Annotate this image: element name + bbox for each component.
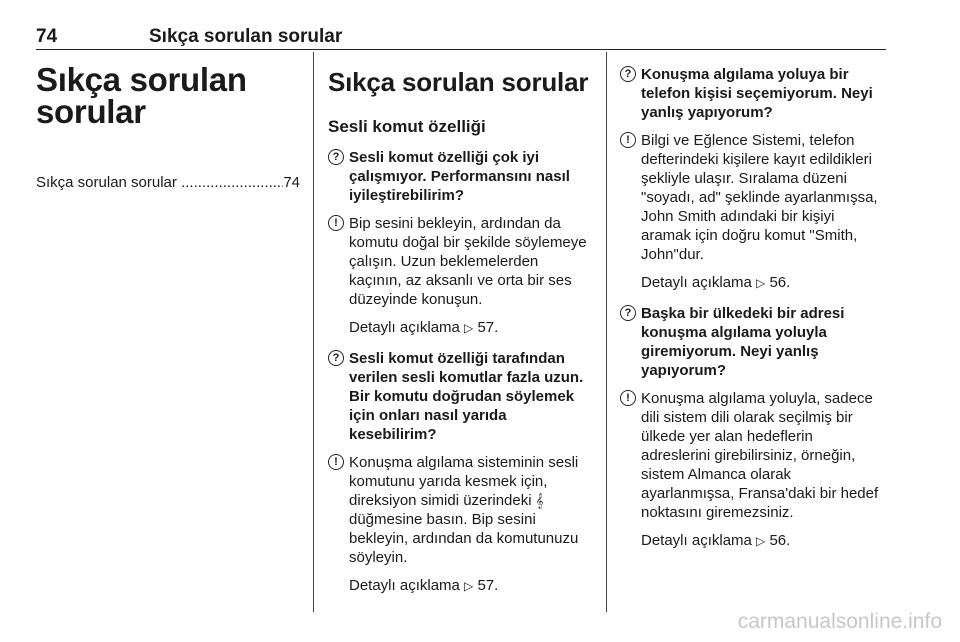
exclamation-icon: ! bbox=[620, 132, 636, 148]
faq-question: ? Sesli komut özelliği tarafından verilen sesli komutlar fazla uzun. Bir komutu doğrudan söylemek için onları nasıl yarıda kesebilirim? bbox=[328, 349, 592, 444]
faq-answer: ! Konuşma algılama yoluyla, sadece dili sistem dili olarak seçilmiş bir ülkede yer alan hedeflerin adreslerini girebilirsiniz, örneğin, sistem Almanca olarak ayarlanmışsa, Fransa'daki bir hedef noktasını giremezsiniz. bbox=[620, 389, 886, 522]
faq-answer: ! Bip sesini bekleyin, ardından da komutu doğal bir şekilde söylemeye çalışın. Uzun beklemelerden kaçının, az aksanlı ve orta bir ses düzeyinde konuşun. bbox=[328, 214, 592, 309]
column-divider bbox=[313, 52, 314, 612]
subsection-title: Sesli komut özelliği bbox=[328, 117, 486, 136]
reference-arrow-icon: ▷ bbox=[464, 579, 474, 593]
faq-question: ? Başka bir ülkedeki bir adresi konuşma algılama yoluyla giremiyorum. Neyi yanlış yapıyorum? bbox=[620, 304, 886, 380]
watermark: carmanualsonline.info bbox=[737, 610, 942, 633]
toc-page: 74 bbox=[283, 174, 300, 191]
faq-column-1 bbox=[328, 52, 592, 596]
page-header bbox=[36, 22, 886, 50]
faq-column-2 bbox=[620, 52, 886, 551]
question-icon: ? bbox=[620, 66, 636, 82]
question-icon: ? bbox=[620, 305, 636, 321]
page-number: 74 bbox=[36, 26, 58, 47]
toc-entry[interactable] bbox=[36, 174, 300, 191]
voice-control-icon: 𝄞 bbox=[535, 493, 544, 508]
exclamation-icon: ! bbox=[620, 390, 636, 406]
exclamation-icon: ! bbox=[328, 215, 344, 231]
chapter-heading: Sıkça sorulan sorular bbox=[36, 61, 247, 130]
faq-answer: ! Konuşma algılama sisteminin sesli komutunu yarıda kesmek için, direksiyon simidi üzerindeki 𝄞 düğmesine basın. Bip sesini bekleyin, ardından da komutunuzu söyleyin. bbox=[328, 453, 592, 567]
question-icon: ? bbox=[328, 350, 344, 366]
reference-arrow-icon: ▷ bbox=[756, 276, 766, 290]
question-icon: ? bbox=[328, 149, 344, 165]
exclamation-icon: ! bbox=[328, 454, 344, 470]
toc-label: Sıkça sorulan sorular ..... bbox=[36, 174, 283, 191]
cross-reference[interactable]: Detaylı açıklama ▷ 56. bbox=[641, 274, 791, 291]
header-rule bbox=[36, 49, 886, 50]
section-title: Sıkça sorulan sorular bbox=[328, 67, 589, 97]
reference-arrow-icon: ▷ bbox=[756, 534, 766, 548]
cross-reference[interactable]: Detaylı açıklama ▷ 56. bbox=[641, 532, 791, 549]
column-divider bbox=[606, 52, 607, 612]
running-title: Sıkça sorulan sorular bbox=[149, 26, 343, 47]
faq-question: ? Konuşma algılama yoluya bir telefon kişisi seçemiyorum. Neyi yanlış yapıyorum? bbox=[620, 65, 886, 122]
chapter-column bbox=[36, 52, 300, 191]
cross-reference[interactable]: Detaylı açıklama ▷ 57. bbox=[349, 319, 499, 336]
reference-arrow-icon: ▷ bbox=[464, 321, 474, 335]
faq-answer: ! Bilgi ve Eğlence Sistemi, telefon defterindeki kişilere kayıt edildikleri şekliyle ulaşır. Sıralama düzeni "soyadı, ad" şeklinde ayarlanmışsa, John Smith adındaki bir kişiyi aramak için doğru komut "Smith, John"dur. bbox=[620, 131, 886, 264]
cross-reference[interactable]: Detaylı açıklama ▷ 57. bbox=[349, 577, 499, 594]
faq-question: ? Sesli komut özelliği çok iyi çalışmıyor. Performansını nasıl iyileştirebilirim? bbox=[328, 148, 592, 205]
